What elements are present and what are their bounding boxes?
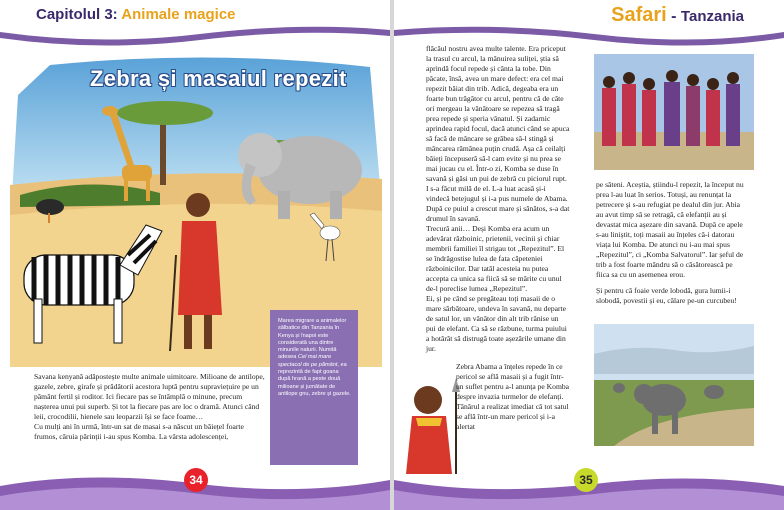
right-column-1 xyxy=(426,44,570,354)
paragraph: Și pentru că foaie verde lobodă, gura lumii-i slobodă, povestii și eu, călare pe-un curcubeu! xyxy=(596,286,737,305)
safari-header: Safari - Tanzania xyxy=(611,4,744,26)
left-body-text xyxy=(34,372,266,442)
masai-portrait-illustration xyxy=(402,378,462,474)
paragraph: flăcăul nostru avea multe talente. Era priceput la trasul cu arcul, la mânuirea suliței, știa să aprindă focul repede și cânta la tobe. Din păcate, însă, avea un mare defect: era cel mai repezit băiat din trib. Adică, degeaba era un foarte bun trăgător cu arcul, pentru că de câte ori mergeau la vânătoare se repezea să tragă prea repede și speria vânatul. Și zadarnic aprindea rapid focul, dacă atunci când se apuca să facă de mâncare se grăbea să-l stingă și mâncarea rămânea puțin crudă. Așa că ceilalți băieți începuseră să-l cam evite și nu prea se mai jucau cu el. Într-o zi, Komba se duse în savană și găsi un pui de zebră cu piciorul rupt. I s-a făcut milă de el. L-a luat acasă și-i vindecă betejugul și i-a pus numele de Abama. După ce puiul a crescut mare și sănătos, s-a dat drumul în savană. Trecură anii… Deși Komba era acum un adevărat războinic, prietenii, vecinii și chiar membrii familiei îl strigau tot „Repezitul”. El se îndrăgostise lulea de fata căpeteniei războinicilor. Dar tatăl acesteia nu putea accepta ca unica sa fiică să se mărite cu unul de-l poreclise lumea „Repezitul”. Ei, și pe când se pregăteau toți masaii de o mare sărbătoare, undeva în savană, nu departe de satul lor, un vânător din alt trib rănise un pui de elefant. Ca să se răzbune, turma puiului a hotărât să distrugă toate așezările umane din jur. xyxy=(426,44,570,353)
right-column-1-continued xyxy=(456,362,570,432)
sidebar-text: Marea migrare a animalelor sălbatice din Tanzania în Kenya și înapoi este considerată una dintre minunile naturii. Numită adesea Cel mai mare spectacol de pe pământ, ea reprezintă de fapt goana după hrană a peste două milioane și jumătate de antilope gnu, zebre și gazele. xyxy=(278,318,351,397)
paragraph: Savana kenyană adăpostește multe animale uimitoare. Milioane de antilope, gazele, zebre, girafe și prădătorii acestora luptă pentru supraviețuire pe un pământ fertil și roditor. Ici fiecare pas se întâmplă o minune, precum nașterea unui pui superb. Și tot la fiecare pas are loc o dramă. Atunci când leii, crocodilii, hienele sau leoparzii își se face foame… xyxy=(34,372,265,421)
chapter-title: Animale magice xyxy=(121,6,236,23)
right-page xyxy=(394,0,784,510)
info-sidebar xyxy=(270,310,358,465)
story-title: Zebra și masaiul repezit xyxy=(90,66,347,91)
page-number: 34 xyxy=(184,468,208,492)
paragraph: Cu mulți ani în urmă, într-un sat de masai s-a născut un băiețel foarte frumos, căruia părinții i-au spus Komba. La vârsta adolescenței, xyxy=(34,422,244,441)
elephant-photo xyxy=(594,324,754,446)
header-main: Safari xyxy=(611,4,667,26)
chapter-header xyxy=(36,6,236,23)
page-number: 35 xyxy=(574,468,598,492)
masai-group-photo xyxy=(594,54,754,170)
left-page xyxy=(0,0,390,510)
right-column-2 xyxy=(596,180,746,306)
paragraph: pe săteni. Aceștia, știindu-l repezit, la început nu prea l-au luat în serios. Totuși, au renunțat la petrecere și s-au refugiat pe dealul din jur. Abia au avut timp să se retragă, că elefanții au și devastat mica așezare din savană. După ce apele s-au liniștit, toți masaii au înțeles că-i datorau viața lui Komba. De atunci nu i-au mai spus „Repezitul”, ci „Komba Salvatorul”. Iar șeful de trib a fost foarte mândru să o căsătorească pe fiica sa cu un asemenea erou. xyxy=(596,180,744,279)
sidebar-emphasis: Cel mai mare spectacol de pe pământ xyxy=(278,354,338,368)
chapter-label: Capitolul 3: xyxy=(36,6,118,23)
header-country: Tanzania xyxy=(680,8,744,25)
paragraph: Zebra Abama a înțeles repede în ce pericol se află masaii și a fugit într-un suflet pentru a-l anunța pe Komba despre invazia turmelor de elefanți. Tânărul a realizat imediat că tot satul se află într-un mare pericol și i-a alertat xyxy=(456,362,570,431)
